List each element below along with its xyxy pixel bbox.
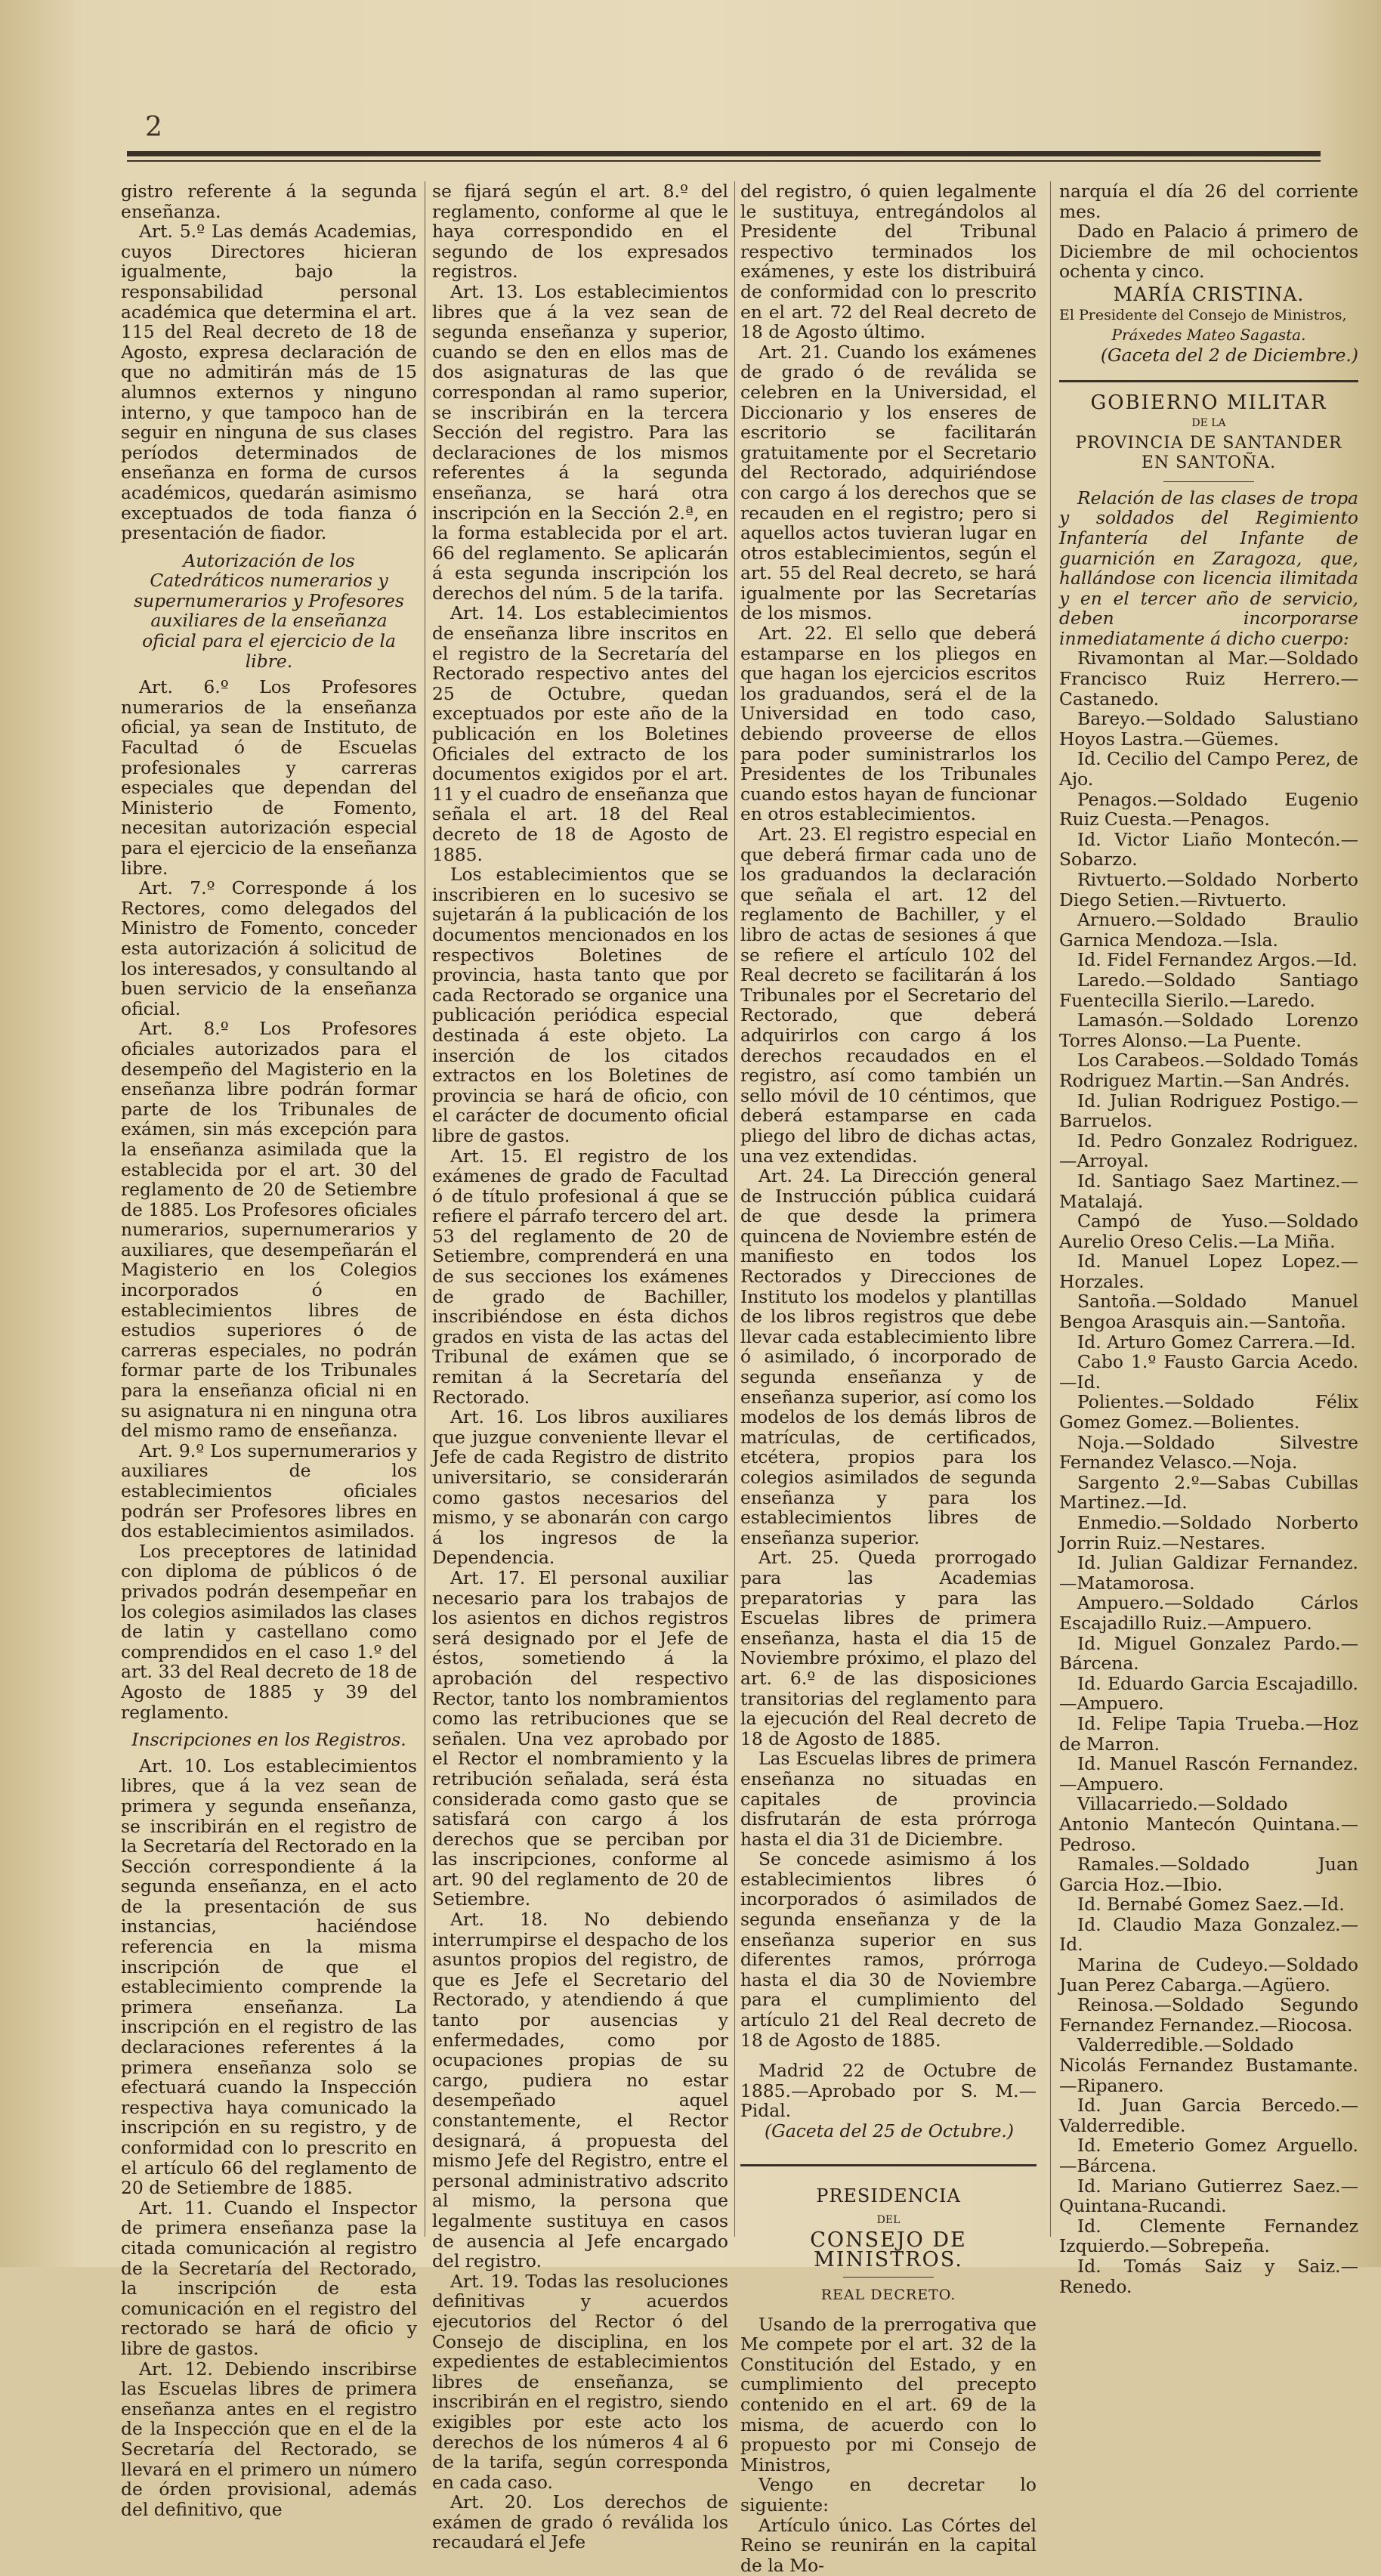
paragraph: Las Escuelas libres de primera enseñanza no situadas en capitales de provincia disfrutarán de esta prórroga hasta el dia 31 de Diciembre. — [740, 1748, 1037, 1850]
list-item: Id. Julian Galdizar Fernandez.—Matamorosa. — [1059, 1552, 1358, 1594]
small-rule — [843, 2277, 934, 2278]
list-item: Valderredible.—Soldado Nicolás Fernandez Bustamante.—Ripanero. — [1059, 2034, 1358, 2096]
paragraph: Art. 18. No debiendo interrumpirse el despacho de los asuntos propios del registro, de que es Jefe el Secretario del Rectorado, y atendiendo á que tanto por ausencias y enfermedades, como por ocupaciones propias de su cargo, pudiera no estar desempeñado aquel constantemente, el Rector designará, á propuesta del mismo Jefe del Registro, entre el personal administrativo adscrito al mismo, la persona que legalmente sustituya en casos de ausencia al Jefe encargado del registro. — [432, 1909, 728, 2272]
list-item: Sargento 2.º—Sabas Cubillas Martinez.—Id. — [1059, 1471, 1358, 1514]
column-2 — [432, 181, 728, 2553]
paragraph: Art. 21. Cuando los exámenes de grado ó de reválida se celebren en la Universidad, el Diccionario y los enseres de escritorio se facilitarán gratuitamente por el Secretario del Rectorado, adquiriéndose con cargo á los derechos que se recauden en el registro; pero si aquellos actos tuvieran lugar en otros establecimientos, según el art. 55 del Real decreto, se hará igualmente por las Secretarías de los mismos. — [740, 341, 1037, 624]
list-item: Id. Santiago Saez Martinez.—Matalajá. — [1059, 1170, 1358, 1212]
list-item: Bareyo.—Soldado Salustiano Hoyos Lastra.—Güemes. — [1059, 708, 1358, 750]
paragraph: del registro, ó quien legalmente le sustituya, entregándolos al Presidente del Tribunal respectivo terminados los exámenes, y este los distribuirá de conformidad con lo prescrito en el art. 72 del Real decreto de 18 de Agosto último. — [740, 181, 1037, 343]
column-divider — [734, 181, 735, 2237]
column-divider — [1050, 181, 1051, 2237]
minister-name: Práxedes Mateo Sagasta. — [1111, 326, 1306, 345]
list-item: Marina de Cudeyo.—Soldado Juan Perez Cabarga.—Agüero. — [1059, 1954, 1358, 1996]
page-number: 2 — [145, 112, 162, 143]
paragraph: Art. 22. El sello que deberá estamparse en los pliegos en que hagan los ejercicios escritos los graduandos, será el de la Universidad en todo caso, debiendo proveerse de ellos para poder suministrarlos los Presidentes de los Tribunales cuando estos hayan de funcionar en otros establecimientos. — [740, 623, 1037, 825]
list-item: Campó de Yuso.—Soldado Aurelio Oreso Celis.—La Miña. — [1059, 1211, 1358, 1252]
paragraph: Art. 20. Los derechos de exámen de grado ó reválida los recaudará el Jefe — [432, 2491, 728, 2553]
paragraph: Art. 5.º Las demás Academias, cuyos Directores hicieran igualmente, bajo la responsabilidad personal académica que determina el art. 115 del Real decreto de 18 de Agosto, expresa declaración de que no admitirán más de 15 alumnos externos y ninguno interno, y que tampoco han de seguir en ninguna de sus clases períodos determinados de enseñanza en forma de cursos académicos, quedarán asimismo exceptuados de toda fianza ó presentación de fiador. — [121, 221, 417, 544]
list-item: Laredo.—Soldado Santiago Fuentecilla Sierilo.—Laredo. — [1059, 969, 1358, 1011]
list-item: Ramales.—Soldado Juan Garcia Hoz.—Ibio. — [1059, 1854, 1358, 1895]
list-item: Id. Victor Liaño Montecón.—Sobarzo. — [1059, 828, 1358, 871]
list-item: Id. Julian Rodriguez Postigo.—Barruelos. — [1059, 1090, 1358, 1132]
list-item: Id. Cecilio del Campo Perez, de Ajo. — [1059, 748, 1358, 790]
paragraph: Art. 9.º Los supernumerarios y auxiliares de los establecimientos oficiales podrán ser Profesores libres en dos establecimientos asimilados. — [121, 1440, 417, 1542]
gobierno-militar-title: GOBIERNO MILITAR — [1090, 391, 1327, 415]
paragraph: Art. 12. Debiendo inscribirse las Escuelas libres de primera enseñanza antes en el registro de la Inspección que en el de la Secretaría del Rectorado, se llevará en el primero un número de órden provisional, además del definitivo, que — [121, 2358, 417, 2520]
section-rule — [740, 2164, 1037, 2166]
list-item: Id. Pedro Gonzalez Rodriguez.—Arroyal. — [1059, 1130, 1358, 1172]
soldier-list — [1059, 648, 1358, 2296]
list-item: Id. Tomás Saiz y Saiz.—Renedo. — [1059, 2255, 1358, 2297]
gaceta-reference: (Gaceta del 2 de Diciembre.) — [1100, 344, 1358, 366]
real-decreto-title: REAL DECRETO. — [820, 2286, 956, 2303]
paragraph: Art. 15. El registro de los exámenes de grado de Facultad ó de título profesional á que se refiere el párrafo tercero del art. 53 del reglamento de 20 de Setiembre, comprenderá en una de sus secciones los exámenes de grado de Bachiller, inscribiéndose en ésta dichos grados en vista de las actas del Tribunal de exámen que se remitan á la Secretaría del Rectorado. — [432, 1145, 728, 1408]
paragraph: Se concede asimismo á los establecimientos libres ó incorporados ó asimilados de segunda enseñanza y de la enseñanza superior en sus diferentes ramos, prórroga hasta el dia 30 de Noviembre para el cumplimiento del artículo 21 del Real decreto de 18 de Agosto de 1885. — [740, 1848, 1037, 2051]
list-item: Penagos.—Soldado Eugenio Ruiz Cuesta.—Penagos. — [1059, 788, 1358, 830]
paragraph: Art. 6.º Los Profesores numerarios de la enseñanza oficial, ya sean de Instituto, de Facultad ó de Escuelas profesionales y carreras especiales que dependan del Ministerio de Fomento, necesitan autorización especial para el ejercicio de la enseñanza libre. — [121, 676, 417, 879]
list-item: Id. Manuel Lopez Lopez.—Horzales. — [1059, 1251, 1358, 1292]
header-rule-thin — [127, 160, 1321, 162]
paragraph: Los preceptores de latinidad con diploma de públicos ó de privados podrán desempeñar en los colegios asimilados las clases de latin y castellano como comprendidos en el caso 1.º del art. 33 del Real decreto de 18 de Agosto de 1885 y 39 del reglamento. — [121, 1540, 417, 1723]
paragraph: narquía el día 26 del corriente mes. — [1059, 181, 1358, 222]
de-la-label: DE LA — [1191, 416, 1226, 429]
del-label: DEL — [876, 2214, 901, 2227]
paragraph: Artículo único. Las Córtes del Reino se reunirán en la capital de la Mo- — [740, 2514, 1037, 2576]
paragraph: Art. 11. Cuando el Inspector de primera enseñanza pase la citada comunicación al registro de la Secretaría del Rectorado, la inscripción de esta comunicación en el registro del rectorado se hará de oficio y libre de gastos. — [121, 2197, 417, 2359]
paragraph: Art. 14. Los establecimientos de enseñanza libre inscritos en el registro de la Secretaría del Rectorado respectivo antes del 25 de Octubre, quedan exceptuados por este año de la publicación en los Boletines Oficiales del extracto de los documentos exigidos por el art. 11 y el cuadro de enseñanza que señala el art. 18 del Real decreto de 18 de Agosto de 1885. — [432, 602, 728, 865]
list-item: Id. Miguel Gonzalez Pardo.—Bárcena. — [1059, 1632, 1358, 1675]
paragraph: Art. 7.º Corresponde á los Rectores, como delegados del Ministro de Fomento, conceder esta autorización á solicitud de los interesados, y consultando al buen servicio de la enseñanza oficial. — [121, 877, 417, 1019]
presidencia-title: PRESIDENCIA — [816, 2185, 961, 2206]
paragraph: Art. 23. El registro especial en que deberá firmar cada uno de los graduandos la declaración que señala el art. 12 del reglamento de Bachiller, y el libro de actas de sesiones á que se refiere el artículo 102 del Real decreto se facilitarán á los Tribunales por el Secretario del Rectorado, que deberá adquirirlos con cargo á los derechos recaudados en el registro, así como también un sello móvil de 10 céntimos, que deberá estamparse en cada pliego del libro de dichas actas, una vez extendidas. — [740, 824, 1037, 1167]
list-item: Id. Emeterio Gomez Arguello.—Bárcena. — [1059, 2135, 1358, 2176]
list-item: Id. Mariano Gutierrez Saez.—Quintana-Rucandi. — [1059, 2175, 1358, 2217]
list-item: Villacarriedo.—Soldado Antonio Mantecón Quintana.—Pedroso. — [1059, 1793, 1358, 1855]
paragraph: Usando de la prerrogativa que Me compete por el art. 32 de la Constitución del Estado, y en cumplimiento del precepto contenido en el art. 69 de la misma, de acuerdo con lo propuesto por mi Consejo de Ministros, — [740, 2313, 1037, 2475]
paragraph: Art. 19. Todas las resoluciones definitivas y acuerdos ejecutorios del Rector ó del Consejo de disciplina, en los expedientes de establecimientos libres de enseñanza, se inscribirán en el registro, siendo exigibles por este acto los derechos de los números 4 al 6 de la tarifa, según corresponda en cada caso. — [432, 2270, 728, 2493]
list-item: Noja.—Soldado Silvestre Fernandez Velasco.—Noja. — [1059, 1431, 1358, 1474]
list-item: Id. Fidel Fernandez Argos.—Id. — [1077, 949, 1358, 971]
list-item: Ampuero.—Soldado Cárlos Escajadillo Ruiz.—Ampuero. — [1059, 1592, 1358, 1634]
paragraph: Art. 16. Los libros auxiliares que juzgue conveniente llevar el Jefe de cada Registro de distrito universitario, se considerarán como gastos necesarios del mismo, y se abonarán con cargo á los ingresos de la Dependencia. — [432, 1406, 728, 1569]
list-item: Id. Felipe Tapia Trueba.—Hoz de Marron. — [1059, 1712, 1358, 1755]
header-rule — [127, 151, 1321, 156]
list-item: Rivtuerto.—Soldado Norberto Diego Setien.—Rivtuerto. — [1059, 869, 1358, 911]
list-item: Cabo 1.º Fausto Garcia Acedo.—Id. — [1059, 1351, 1358, 1393]
list-item: Rivamontan al Mar.—Soldado Francisco Ruiz Herrero.—Castanedo. — [1059, 648, 1358, 710]
list-item: Reinosa.—Soldado Segundo Fernandez Fernandez.—Riocosa. — [1059, 1994, 1358, 2036]
list-item: Polientes.—Soldado Félix Gomez Gomez.—Bolientes. — [1059, 1391, 1358, 1433]
small-rule — [1163, 481, 1254, 482]
list-item: Id. Juan Garcia Bercedo.—Valderredible. — [1059, 2095, 1358, 2136]
decree-date: Madrid 22 de Octubre de 1885.—Aprobado por S. M.—Pidal. — [740, 2060, 1037, 2122]
section-rule — [1059, 380, 1358, 382]
paragraph: Art. 24. La Dirección general de Instrucción pública cuidará de que desde la primera quincena de Noviembre estén de manifiesto en todos los Rectorados y Direcciones de Instituto los modelos y plantillas de los libros registros que debe llevar cada establecimiento libre ó asimilado, ó incorporado de segunda enseñanza y de enseñanza superior, así como los modelos de los demás libros de matrículas, de certificados, etcétera, propios para los colegios asimilados de segunda enseñanza y para los establecimientos libres de enseñanza superior. — [740, 1165, 1037, 1548]
paragraph: gistro referente á la segunda enseñanza. — [121, 181, 417, 222]
column-4 — [1059, 181, 1358, 2297]
list-item: Id. Claudio Maza Gonzalez.—Id. — [1059, 1913, 1358, 1956]
list-item: Id. Bernabé Gomez Saez.—Id. — [1077, 1894, 1345, 1916]
paragraph: Vengo en decretar lo siguiente: — [740, 2474, 1037, 2516]
section-heading: Inscripciones en los Registros. — [131, 1729, 406, 1751]
paragraph: Art. 13. Los establecimientos libres que á la vez sean de segunda enseñanza y superior, cuando se den en ellos mas de dos asignaturas de las que correspondan al ramo superior, se inscribirán en la tercera Sección del registro. Para las declaraciones de los mismos referentes á la segunda enseñanza, se hará otra inscripción en la Sección 2.ª, en la forma establecida por el art. 66 del reglamento. Se aplicarán á esta segunda inscripción los derechos del núm. 5 de la tarifa. — [432, 280, 728, 604]
paragraph: Art. 25. Queda prorrogado para las Academias preparatorias y para las Escuelas libres de primera enseñanza, hasta el dia 15 de Noviembre próximo, el plazo del art. 6.º de las disposiciones transitorias del reglamento para la ejecución del Real decreto de 18 de Agosto de 1885. — [740, 1547, 1037, 1749]
list-item: Lamasón.—Soldado Lorenzo Torres Alonso.—La Puente. — [1059, 1010, 1358, 1051]
list-item: Id. Clemente Fernandez Izquierdo.—Sobrepeña. — [1059, 2215, 1358, 2257]
list-item: Arnuero.—Soldado Braulio Garnica Mendoza.—Isla. — [1059, 909, 1358, 951]
paragraph: Art. 10. Los establecimientos libres, que á la vez sean de primera y segunda enseñanza, se inscribirán en el registro de la Secretaría del Rectorado en la Sección correspondiente á la segunda enseñanza, en el acto de la presentación de sus instancias, haciéndose referencia en la misma inscripción de que el establecimiento comprende la primera enseñanza. La inscripción en el registro de las declaraciones referentes á la primera enseñanza solo se efectuará cuando la Inspección respectiva haya comunicado la inscripción en su registro, y de conformidad con lo prescrito en el artículo 66 del reglamento de 20 de Setiembre de 1885. — [121, 1755, 417, 2199]
province-title: PROVINCIA DE SANTANDER EN SANTOÑA. — [1075, 433, 1342, 473]
list-item: Id. Eduardo Garcia Escajadillo.—Ampuero. — [1059, 1672, 1358, 1715]
relacion-intro: Relación de las clases de tropa y soldados del Regimiento Infantería del Infante de guarnición en Zaragoza, que, hallándose con licencia ilimitada y en el tercer año de servicio, deben incorporarse inmediatamente á dicho cuerpo: — [1059, 487, 1358, 649]
paragraph: Los establecimientos que se inscribieren en lo sucesivo se sujetarán á la publicación de los documentos mencionados en los respectivos Boletines de provincia, hasta tanto que por cada Rectorado se organice una publicación periódica especial destinada á este objeto. La inserción de los citados extractos en los Boletines de provincia se hará de oficio, con el carácter de documento oficial libre de gastos. — [432, 864, 728, 1146]
paragraph: se fijará según el art. 8.º del reglamento, conforme al que le haya correspondido en el segundo de los expresados registros. — [432, 181, 728, 283]
list-item: Id. Arturo Gomez Carrera.—Id. — [1077, 1331, 1356, 1353]
president-label: El Presidente del Consejo de Ministros, — [1059, 306, 1347, 323]
column-3 — [740, 181, 1037, 2576]
list-item: Enmedio.—Soldado Norberto Jorrin Ruiz.—Nestares. — [1059, 1512, 1358, 1554]
paragraph: Art. 8.º Los Profesores oficiales autorizados para el desempeño del Magisterio en la enseñanza libre podrán formar parte de los Tribunales de exámen, sin más excepción para la enseñanza asimilada que la establecida por el art. 30 del reglamento de 20 de Setiembre de 1885. Los Profesores oficiales numerarios, supernumerarios y auxiliares, que desempeñarán el Magisterio en los Colegios incorporados ó en establecimientos libres de estudios superiores ó de carreras especiales, no podrán formar parte de los Tribunales para la enseñanza oficial ni en su asignatura ni en ninguna otra del mismo ramo de enseñanza. — [121, 1018, 417, 1442]
paragraph: Art. 17. El personal auxiliar necesario para los trabajos de los asientos en dichos registros será designado por el Jefe de éstos, sometiendo á la aprobación del respectivo Rector, tanto los nombramientos como las retribuciones que se señalen. Una vez aprobado por el Rector el nombramiento y la retribución señalada, será ésta considerada como gasto que se satisfará con cargo á los derechos que se perciban por las inscripciones, conforme al art. 90 del reglamento de 20 de Setiembre. — [432, 1566, 728, 1910]
consejo-title: CONSEJO DE MINISTROS. — [810, 2228, 967, 2272]
list-item: Los Carabeos.—Soldado Tomás Rodriguez Martin.—San Andrés. — [1059, 1050, 1358, 1091]
royal-signature: MARÍA CRISTINA. — [1113, 283, 1305, 305]
section-heading: Autorización de los Catedráticos numerarios y supernumerarios y Profesores auxiliares de la enseñanza oficial para el ejercicio de la libre. — [134, 549, 404, 672]
list-item: Id. Manuel Rascón Fernandez.—Ampuero. — [1059, 1753, 1358, 1795]
paragraph: Dado en Palacio á primero de Diciembre de mil ochocientos ochenta y cinco. — [1059, 221, 1358, 283]
list-item: Santoña.—Soldado Manuel Bengoa Arasquis ain.—Santoña. — [1059, 1291, 1358, 1333]
column-1 — [121, 181, 417, 2520]
gaceta-reference: (Gaceta del 25 de Octubre.) — [765, 2120, 1014, 2142]
